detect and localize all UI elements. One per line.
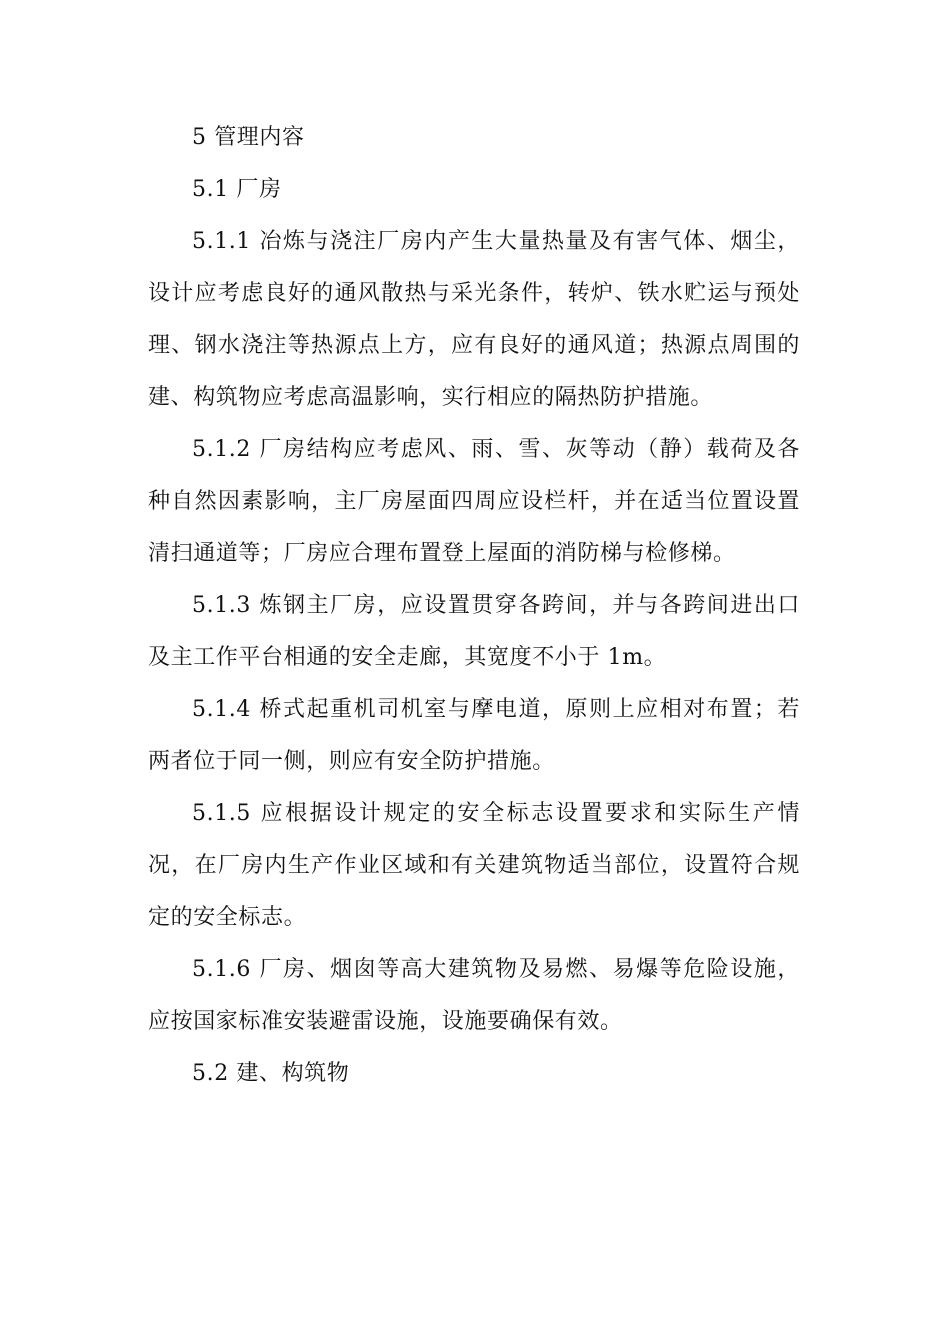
section-heading-5: 5 管理内容 bbox=[192, 125, 305, 150]
clause-5-1-3: 5.1.3 炼钢主厂房，应设置贯穿各跨间，并与各跨间进出口及主工作平台相通的安全走廊，其宽度不小于 1m。 bbox=[148, 593, 800, 670]
clause-5-1-1: 5.1.1 冶炼与浇注厂房内产生大量热量及有害气体、烟尘，设计应考虑良好的通风散热与采光条件，转炉、铁水贮运与预处理、钢水浇注等热源点上方，应有良好的通风道；热源点周围的建、构筑物应考虑高温影响，实行相应的隔热防护措施。 bbox=[148, 229, 800, 410]
section-heading-5-2: 5.2 建、构筑物 bbox=[192, 1061, 350, 1086]
section-heading-5-1: 5.1 厂房 bbox=[192, 177, 282, 202]
clause-5-1-2: 5.1.2 厂房结构应考虑风、雨、雪、灰等动（静）载荷及各种自然因素影响，主厂房屋面四周应设栏杆，并在适当位置设置清扫通道等；厂房应合理布置登上屋面的消防梯与检修梯。 bbox=[148, 437, 800, 566]
clause-5-1-4: 5.1.4 桥式起重机司机室与摩电道，原则上应相对布置；若两者位于同一侧，则应有安全防护措施。 bbox=[148, 697, 800, 774]
clause-5-1-5: 5.1.5 应根据设计规定的安全标志设置要求和实际生产情况，在厂房内生产作业区域和有关建筑物适当部位，设置符合规定的安全标志。 bbox=[148, 801, 800, 930]
clause-5-1-6: 5.1.6 厂房、烟囱等高大建筑物及易燃、易爆等危险设施，应按国家标准安装避雷设施，设施要确保有效。 bbox=[148, 957, 800, 1034]
document-body bbox=[148, 112, 800, 1100]
